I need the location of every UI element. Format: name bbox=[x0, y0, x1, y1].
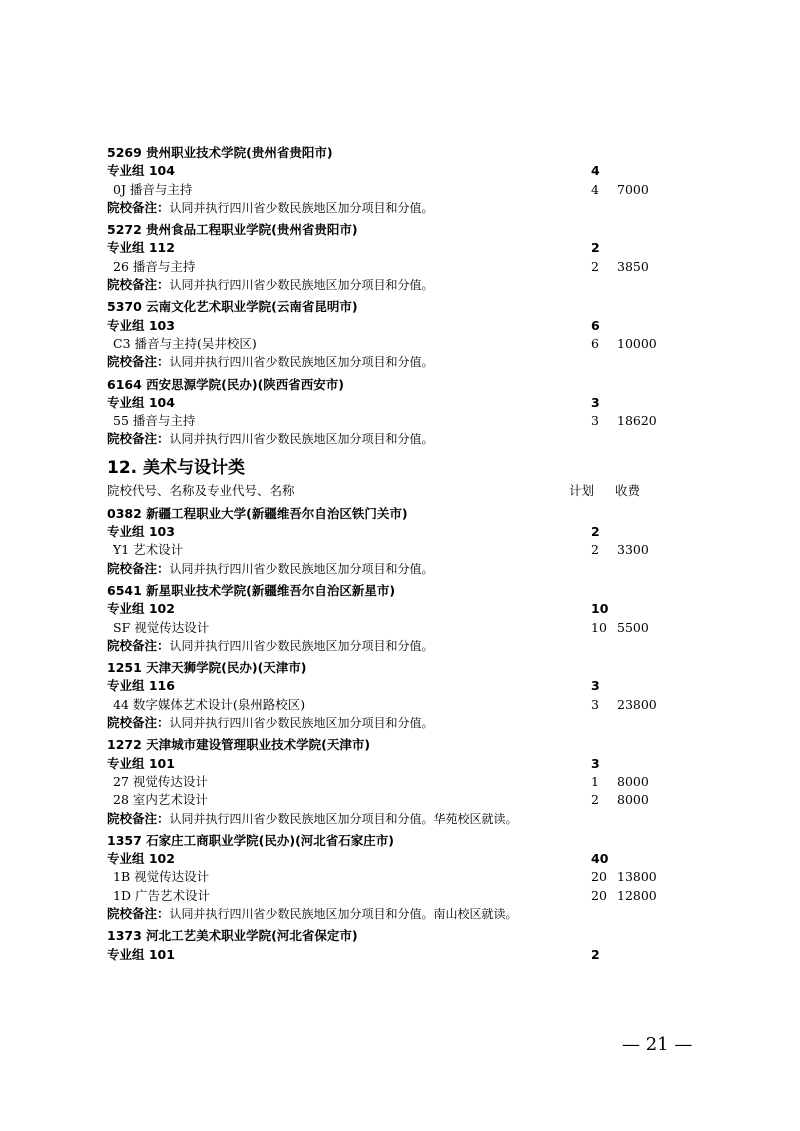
major-plan: 20 bbox=[591, 869, 607, 885]
school-block bbox=[107, 376, 667, 449]
major-plan: 20 bbox=[591, 887, 607, 903]
major-name: 27 视觉传达设计 bbox=[113, 773, 208, 789]
school-note-label: 院校备注： bbox=[107, 277, 170, 293]
school-note-text: 认同并执行四川省少数民族地区加分项目和分值。 bbox=[169, 638, 434, 653]
major-name: 1D 广告艺术设计 bbox=[113, 887, 210, 903]
school-block bbox=[107, 736, 667, 827]
major-fee: 8000 bbox=[617, 792, 649, 808]
major-group-plan: 2 bbox=[591, 946, 600, 962]
major-row bbox=[107, 791, 667, 809]
school-name: 6164 西安思源学院(民办)(陕西省西安市) bbox=[107, 376, 344, 392]
major-group-plan: 3 bbox=[591, 755, 600, 771]
major-group-row bbox=[107, 677, 667, 695]
major-row bbox=[107, 258, 667, 276]
major-fee: 3850 bbox=[617, 258, 649, 274]
major-plan: 1 bbox=[591, 773, 599, 789]
major-plan: 6 bbox=[591, 335, 599, 351]
major-group-plan: 2 bbox=[591, 240, 600, 256]
major-group-name: 专业组 112 bbox=[107, 240, 175, 256]
school-note-text: 认同并执行四川省少数民族地区加分项目和分值。南山校区就读。 bbox=[169, 906, 518, 921]
school-name: 0382 新疆工程职业大学(新疆维吾尔自治区铁门关市) bbox=[107, 505, 408, 521]
major-group-name: 专业组 103 bbox=[107, 524, 175, 540]
major-row bbox=[107, 868, 667, 886]
school-note bbox=[107, 637, 667, 655]
school-block bbox=[107, 144, 667, 217]
school-name: 1357 石家庄工商职业学院(民办)(河北省石家庄市) bbox=[107, 832, 394, 848]
major-plan: 10 bbox=[591, 619, 607, 635]
major-group-plan: 2 bbox=[591, 524, 600, 540]
school-note-text: 认同并执行四川省少数民族地区加分项目和分值。华苑校区就读。 bbox=[169, 811, 518, 826]
school-name: 6541 新星职业技术学院(新疆维吾尔自治区新星市) bbox=[107, 582, 396, 598]
school-block bbox=[107, 505, 667, 578]
major-row bbox=[107, 412, 667, 430]
major-group-plan: 40 bbox=[591, 851, 609, 867]
major-fee: 13800 bbox=[617, 869, 657, 885]
major-fee: 12800 bbox=[617, 887, 657, 903]
major-group-plan: 4 bbox=[591, 163, 600, 179]
major-group-name: 专业组 102 bbox=[107, 601, 175, 617]
school-note bbox=[107, 560, 667, 578]
major-group-plan: 6 bbox=[591, 317, 600, 333]
school-name: 1373 河北工艺美术职业学院(河北省保定市) bbox=[107, 928, 358, 944]
major-group-plan: 3 bbox=[591, 678, 600, 694]
school-name: 1272 天津城市建设管理职业技术学院(天津市) bbox=[107, 737, 371, 753]
major-group-name: 专业组 101 bbox=[107, 755, 175, 771]
school-note bbox=[107, 353, 667, 371]
school-note-text: 认同并执行四川省少数民族地区加分项目和分值。 bbox=[169, 200, 434, 215]
major-fee: 8000 bbox=[617, 773, 649, 789]
major-group-plan: 10 bbox=[591, 601, 609, 617]
column-header-plan: 计划 bbox=[569, 482, 595, 498]
major-name: 0J 播音与主持 bbox=[113, 181, 193, 197]
school-note-text: 认同并执行四川省少数民族地区加分项目和分值。 bbox=[169, 278, 434, 293]
school-block bbox=[107, 221, 667, 294]
major-group-row bbox=[107, 600, 667, 618]
school-note-label: 院校备注： bbox=[107, 905, 170, 921]
major-group-name: 专业组 104 bbox=[107, 394, 175, 410]
major-fee: 7000 bbox=[617, 181, 649, 197]
major-name: 1B 视觉传达设计 bbox=[113, 869, 210, 885]
school-note-label: 院校备注： bbox=[107, 199, 170, 215]
major-fee: 18620 bbox=[617, 413, 657, 429]
major-row bbox=[107, 696, 667, 714]
major-group-row bbox=[107, 755, 667, 773]
school-block bbox=[107, 582, 667, 655]
major-fee: 23800 bbox=[617, 696, 657, 712]
school-block bbox=[107, 659, 667, 732]
major-name: 28 室内艺术设计 bbox=[113, 792, 208, 808]
school-note bbox=[107, 905, 667, 923]
major-name: 55 播音与主持 bbox=[113, 413, 196, 429]
school-block bbox=[107, 927, 667, 964]
major-row bbox=[107, 773, 667, 791]
major-group-row bbox=[107, 523, 667, 541]
major-row bbox=[107, 541, 667, 559]
school-note-label: 院校备注： bbox=[107, 715, 170, 731]
major-name: SF 视觉传达设计 bbox=[113, 619, 210, 635]
school-note bbox=[107, 199, 667, 217]
major-group-row bbox=[107, 850, 667, 868]
school-note-text: 认同并执行四川省少数民族地区加分项目和分值。 bbox=[169, 716, 434, 731]
major-group-name: 专业组 102 bbox=[107, 851, 175, 867]
school-note-text: 认同并执行四川省少数民族地区加分项目和分值。 bbox=[169, 561, 434, 576]
major-name: Y1 艺术设计 bbox=[113, 542, 184, 558]
major-group-name: 专业组 104 bbox=[107, 163, 175, 179]
school-name: 5272 贵州食品工程职业学院(贵州省贵阳市) bbox=[107, 222, 358, 238]
school-name: 5269 贵州职业技术学院(贵州省贵阳市) bbox=[107, 145, 333, 160]
school-note bbox=[107, 430, 667, 448]
major-group-row bbox=[107, 239, 667, 257]
major-plan: 2 bbox=[591, 792, 599, 808]
school-block bbox=[107, 832, 667, 923]
major-name: 44 数字媒体艺术设计(泉州路校区) bbox=[113, 696, 306, 712]
major-group-name: 专业组 101 bbox=[107, 946, 175, 962]
school-note-label: 院校备注： bbox=[107, 431, 170, 447]
school-note bbox=[107, 714, 667, 732]
school-note-label: 院校备注： bbox=[107, 637, 170, 653]
major-fee: 3300 bbox=[617, 542, 649, 558]
school-note-text: 认同并执行四川省少数民族地区加分项目和分值。 bbox=[169, 355, 434, 370]
major-plan: 4 bbox=[591, 181, 599, 197]
major-row bbox=[107, 181, 667, 199]
major-plan: 3 bbox=[591, 696, 599, 712]
major-group-plan: 3 bbox=[591, 394, 600, 410]
major-fee: 10000 bbox=[617, 335, 657, 351]
enrollment-document bbox=[107, 140, 667, 964]
major-row bbox=[107, 887, 667, 905]
major-plan: 2 bbox=[591, 258, 599, 274]
section-title: 12. 美术与设计类 bbox=[107, 457, 246, 478]
major-fee: 5500 bbox=[617, 619, 649, 635]
major-group-row bbox=[107, 946, 667, 964]
school-name: 1251 天津天狮学院(民办)(天津市) bbox=[107, 660, 307, 676]
page-number: — 21 — bbox=[622, 1034, 693, 1055]
major-plan: 2 bbox=[591, 542, 599, 558]
column-header-fee: 收费 bbox=[615, 482, 641, 498]
school-note bbox=[107, 810, 667, 828]
major-group-row bbox=[107, 162, 667, 180]
school-note bbox=[107, 276, 667, 294]
major-group-name: 专业组 103 bbox=[107, 317, 175, 333]
major-group-name: 专业组 116 bbox=[107, 678, 175, 694]
school-note-label: 院校备注： bbox=[107, 810, 170, 826]
school-note-label: 院校备注： bbox=[107, 354, 170, 370]
major-name: C3 播音与主持(吴井校区) bbox=[113, 335, 257, 351]
school-block bbox=[107, 298, 667, 371]
column-header bbox=[107, 481, 667, 501]
school-note-text: 认同并执行四川省少数民族地区加分项目和分值。 bbox=[169, 432, 434, 447]
major-row bbox=[107, 335, 667, 353]
major-group-row bbox=[107, 317, 667, 335]
school-list-after bbox=[107, 505, 667, 964]
school-name: 5370 云南文化艺术职业学院(云南省昆明市) bbox=[107, 299, 358, 315]
school-note-label: 院校备注： bbox=[107, 560, 170, 576]
major-group-row bbox=[107, 394, 667, 412]
major-row bbox=[107, 619, 667, 637]
major-plan: 3 bbox=[591, 413, 599, 429]
column-header-name: 院校代号、名称及专业代号、名称 bbox=[107, 482, 295, 498]
school-list-before bbox=[107, 144, 667, 449]
major-name: 26 播音与主持 bbox=[113, 258, 196, 274]
